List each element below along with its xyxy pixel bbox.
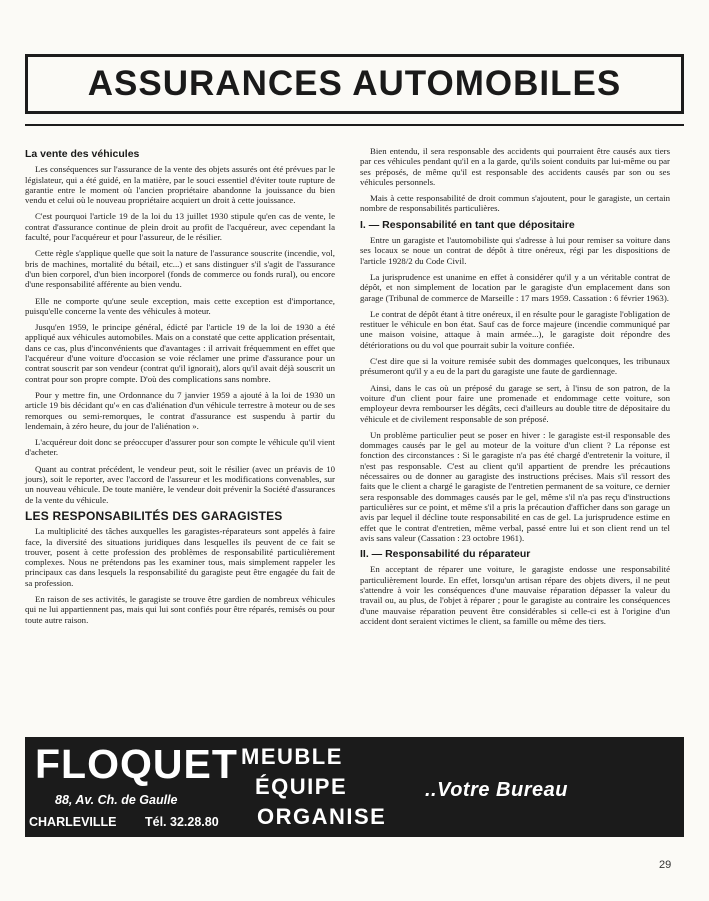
- page-title: ASSURANCES AUTOMOBILES: [87, 64, 622, 103]
- paragraph: Le contrat de dépôt étant à titre onéreux, il en résulte pour le garagiste l'obligation de restituer le véhicule en bon état. Sauf cas de force majeure (incendie communiqué par une maison voisine, attaque à main armée...), le garagiste doit répondre des détériorations ou du vol que pourrait subir la voiture confiée.: [360, 308, 670, 350]
- paragraph: Les conséquences sur l'assurance de la vente des objets assurés ont été prévues par le législateur, qui a été guidé, en la matière, par le souci essentiel d'éviter toute rupture de garantie entre le moment où l'ancien propriétaire abandonne la jouissance du bien vendu et celui où le nouveau propriétaire acquiert un droit à cette jouissance.: [25, 164, 335, 206]
- paragraph: Ainsi, dans le cas où un préposé du garage se sert, à l'insu de son patron, de la voiture d'un client pour faire une promenade et endommage cette voiture, son employeur devra rembourser les dégâts, ceci d'ailleurs au double titre de dépositaire du véhicule et de civilement responsable de son préposé.: [360, 382, 670, 424]
- paragraph: Mais à cette responsabilité de droit commun s'ajoutent, pour le garagiste, un certain nombre de responsabilités particulières.: [360, 193, 670, 214]
- paragraph: Entre un garagiste et l'automobiliste qui s'adresse à lui pour remiser sa voiture dans ses locaux se noue un contrat de dépôt à titre onéreux, régi par les dispositions de l'article 1928/2 du Code Civil.: [360, 235, 670, 266]
- title-underline: [25, 124, 684, 126]
- heading-responsabilites: LES RESPONSABILITÉS DES GARAGISTES: [25, 508, 283, 523]
- advertisement-banner: [25, 737, 684, 837]
- left-column: [25, 146, 335, 631]
- ad-phone: Tél. 32.28.80: [145, 815, 219, 829]
- paragraph: Jusqu'en 1959, le principe général, édicté par l'article 19 de la loi de 1930 a été appliqué aux véhicules automobiles. Mais on a constaté que cette application présentait, dans ce cas, plus d'inconvénients que d'avantages : il arrivait fréquemment en effet que l'acquéreur d'une voiture d'occasion se voie réclamer une prime d'assurance pour un contrat souscrit par son vendeur (contrat qu'il ignorait), alors qu'il avait déjà souscrit un contrat pour son propre compte. D'où des complications sans nombre.: [25, 322, 335, 384]
- title-box: [25, 54, 684, 114]
- ad-brand: FLOQUET: [35, 741, 238, 787]
- paragraph: C'est dire que si la voiture remisée subit des dommages quelconques, les tribunaux présumeront qu'il y a eu de la part du garagiste une faute de gardiennage.: [360, 356, 670, 377]
- ad-word-organise: ORGANISE: [257, 804, 387, 829]
- paragraph: Quant au contrat précédent, le vendeur peut, soit le résilier (avec un préavis de 10 jours), soit le reporter, avec l'accord de l'assureur et les modifications convenables, sur un nouveau véhicule. De toute manière, le vendeur doit prévenir la Société d'assurances de la vente du véhicule.: [25, 463, 335, 505]
- paragraph: La jurisprudence est unanime en effet à considérer qu'il y a un véritable contrat de dépôt, et non simplement de location par le garagiste d'un emplacement dans son garage (Tribunal de commerce de Marseille : 17 mars 1959. Cassation : 6 février 1963).: [360, 271, 670, 303]
- ad-slogan: ..Votre Bureau: [425, 779, 568, 801]
- right-column: [360, 146, 670, 632]
- ad-word-equipe: ÉQUIPE: [255, 774, 348, 799]
- paragraph: Bien entendu, il sera responsable des accidents qui pourraient être causés aux tiers par ces véhicules pendant qu'il en a la garde, qu'ils soient conduits par lui-même ou par ses préposés, de même qu'il est responsable des accidents causés par son ou ses véhicules personnels.: [360, 146, 670, 187]
- paragraph: C'est pourquoi l'article 19 de la loi du 13 juillet 1930 stipule qu'en cas de vente, le contrat d'assurance continue de plein droit au profit de l'acquéreur, avec cependant la faculté, pour l'acquéreur et pour l'assureur, de le résilier.: [25, 211, 335, 243]
- ad-word-meuble: MEUBLE: [241, 744, 343, 769]
- heading-vente: La vente des véhicules: [25, 148, 140, 160]
- page-number: 29: [659, 859, 672, 871]
- ad-city: CHARLEVILLE: [29, 815, 117, 829]
- paragraph: Un problème particulier peut se poser en hiver : le garagiste est-il responsable des dommages causés par le gel au moteur de la voiture d'un client ? La réponse est fonction des circonstances : Si le garagiste n'a pas été chargé d'entretenir la voiture, il n'est pas responsable. C'est au client qu'il appartient de prendre les précautions nécessaires ou de donner au garagiste des instructions précises. Mais s'il ressort des faits que le client a chargé le garagiste de l'entretien permanent de sa voiture, ce dernier sera responsable des dommages causés par le gel, même s'il n'a pas reçu d'instructions particulières sur ce point, et même s'il a pris la précaution d'afficher dans son garage un avis par lequel il décline toute responsabilité en cas de gel. La jurisprudence estime en effet que le contrat d'entretien, même verbal, passé entre lui et son client rend un tel avis sans valeur (Cassation : 23 octobre 1961).: [360, 429, 670, 543]
- paragraph: Pour y mettre fin, une Ordonnance du 7 janvier 1959 a ajouté à la loi de 1930 un article 19 bis décidant qu'« en cas d'aliénation d'un véhicule terrestre à moteur ou de ses remorques ou semi-remorques, le contrat d'assurance est suspendu à partir du lendemain, à zéro heure, du jour de l'aliénation ».: [25, 389, 335, 431]
- paragraph: En raison de ses activités, le garagiste se trouve être gardien de nombreux véhicules qui ne lui appartiennent pas, mais qui lui sont confiés pour être réparés, remisés ou pour toute autre raison.: [25, 593, 335, 625]
- ad-address: 88, Av. Ch. de Gaulle: [55, 793, 178, 807]
- heading-depositaire: I. — Responsabilité en tant que dépositaire: [360, 218, 575, 231]
- paragraph: Elle ne comporte qu'une seule exception, mais cette exception est d'importance, puisqu'elle concerne la vente des véhicules à moteur.: [25, 295, 335, 316]
- paragraph: La multiplicité des tâches auxquelles les garagistes-réparateurs sont appelés à faire face, la diversité des situations juridiques dans lesquelles ils peuvent de ce fait se trouver, posent à cette profession des problèmes de responsabilité particulièrement complexes. Nous ne prétendons pas les examiner tous, mais simplement rappeler les principaux cas dans lesquels la responsabilité du garagiste peut être engagée du fait de sa profession.: [25, 526, 335, 588]
- paragraph: En acceptant de réparer une voiture, le garagiste endosse une responsabilité particulièrement lourde. En effet, lorsqu'un artisan répare des objets divers, il ne peut s'attendre à voir les conséquences d'une mauvaise réparation dépasser la valeur du travail ou, au plus, de l'objet à réparer ; pour le garagiste au contraire les conséquences d'une mauvaise réparation peuvent être considérables si celle-ci est à l'origine d'un accident dont seraient victimes le client, sa famille ou même des tiers.: [360, 564, 670, 626]
- paragraph: Cette règle s'applique quelle que soit la nature de l'assurance souscrite (incendie, vol, bris de machines, mortalité du bétail, etc...) et sans distinguer s'il s'agit de l'assurance d'un bien corporel, d'un bien incorporel (fonds de commerce ou fonds rural), ou encore d'une responsabilité afférente au bien vendu.: [25, 248, 335, 290]
- heading-reparateur: II. — Responsabilité du réparateur: [360, 548, 531, 561]
- paragraph: L'acquéreur doit donc se préoccuper d'assurer pour son compte le véhicule qu'il vient d'acheter.: [25, 437, 335, 458]
